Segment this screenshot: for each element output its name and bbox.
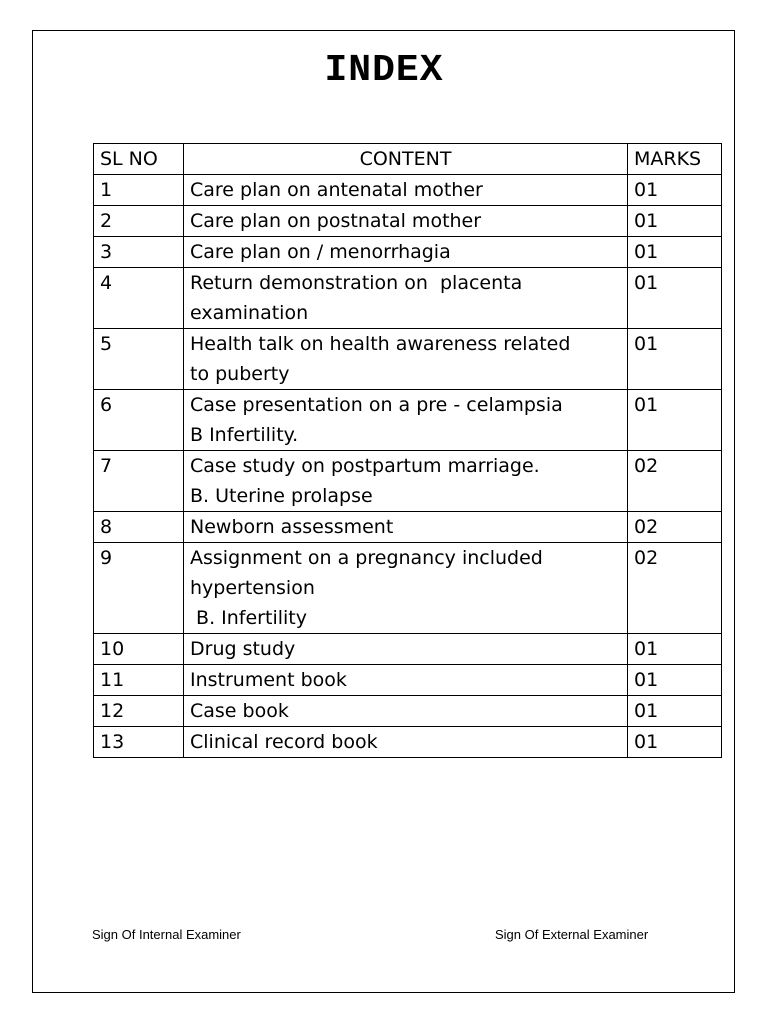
sl-no-cell: 2: [94, 206, 184, 237]
content-cell: Return demonstration on placenta examination: [184, 268, 628, 329]
sl-no-cell: 9: [94, 543, 184, 634]
marks-cell: 01: [628, 329, 722, 390]
external-examiner-signature-label: Sign Of External Examiner: [495, 927, 649, 942]
marks-cell: 01: [628, 175, 722, 206]
content-cell: Newborn assessment: [184, 512, 628, 543]
marks-cell: 01: [628, 665, 722, 696]
table-row: [94, 727, 722, 758]
table-row: [94, 696, 722, 727]
sl-no-cell: 7: [94, 451, 184, 512]
marks-cell: 02: [628, 451, 722, 512]
sl-no-cell: 1: [94, 175, 184, 206]
index-table: [93, 143, 722, 758]
marks-cell: 01: [628, 237, 722, 268]
marks-cell: 01: [628, 268, 722, 329]
table-row: [94, 175, 722, 206]
marks-cell: 02: [628, 543, 722, 634]
content-cell: Case study on postpartum marriage. B. Uterine prolapse: [184, 451, 628, 512]
content-cell: Clinical record book: [184, 727, 628, 758]
table-row: [94, 268, 722, 329]
content-cell: Instrument book: [184, 665, 628, 696]
page-title: INDEX: [324, 49, 444, 92]
marks-cell: 02: [628, 512, 722, 543]
header-sl-no: SL NO: [94, 144, 184, 175]
sl-no-cell: 11: [94, 665, 184, 696]
table-body: [94, 175, 722, 758]
sl-no-cell: 12: [94, 696, 184, 727]
table-row: [94, 206, 722, 237]
sl-no-cell: 10: [94, 634, 184, 665]
table-header-row: [94, 144, 722, 175]
content-cell: Health talk on health awareness related to puberty: [184, 329, 628, 390]
content-cell: Care plan on postnatal mother: [184, 206, 628, 237]
table-row: [94, 634, 722, 665]
content-cell: Case book: [184, 696, 628, 727]
sl-no-cell: 4: [94, 268, 184, 329]
marks-cell: 01: [628, 390, 722, 451]
content-cell: Case presentation on a pre - celampsia B Infertility.: [184, 390, 628, 451]
header-content: CONTENT: [184, 144, 628, 175]
sl-no-cell: 6: [94, 390, 184, 451]
content-cell: Care plan on / menorrhagia: [184, 237, 628, 268]
marks-cell: 01: [628, 206, 722, 237]
marks-cell: 01: [628, 634, 722, 665]
content-cell: Assignment on a pregnancy included hypertension B. Infertility: [184, 543, 628, 634]
content-cell: Drug study: [184, 634, 628, 665]
content-cell: Care plan on antenatal mother: [184, 175, 628, 206]
table-row: [94, 665, 722, 696]
table-row: [94, 543, 722, 634]
header-marks: MARKS: [628, 144, 722, 175]
marks-cell: 01: [628, 727, 722, 758]
sl-no-cell: 13: [94, 727, 184, 758]
sl-no-cell: 3: [94, 237, 184, 268]
table-row: [94, 390, 722, 451]
marks-cell: 01: [628, 696, 722, 727]
table-row: [94, 329, 722, 390]
internal-examiner-signature-label: Sign Of Internal Examiner: [92, 927, 241, 942]
table-row: [94, 451, 722, 512]
table-row: [94, 237, 722, 268]
sl-no-cell: 8: [94, 512, 184, 543]
sl-no-cell: 5: [94, 329, 184, 390]
table-row: [94, 512, 722, 543]
